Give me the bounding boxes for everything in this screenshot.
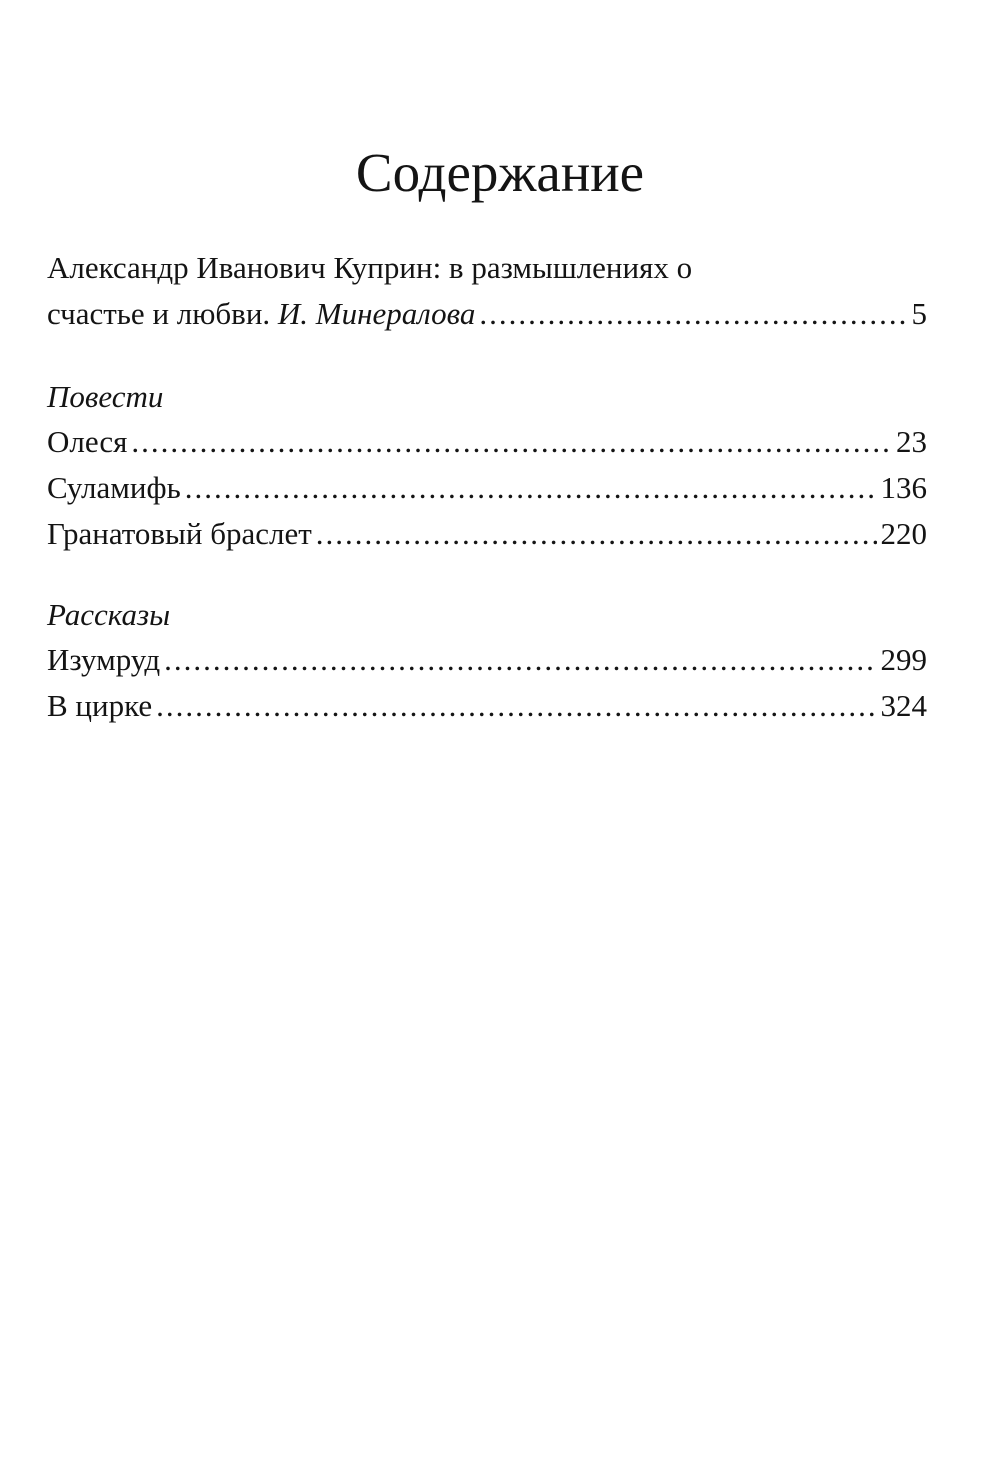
intro-title-line1: Александр Иванович Куприн: в размышлениях о [47, 250, 693, 285]
intro-title-line2 [47, 291, 475, 337]
toc-entry-title: Гранатовый браслет [47, 516, 312, 551]
dot-leader [156, 683, 876, 729]
toc-entry-title: Олеся [47, 424, 128, 459]
toc-entry-title: Суламифь [47, 470, 181, 505]
toc-entry [47, 683, 927, 729]
page-title: Содержание [355, 142, 645, 203]
intro-title-text: счастье и любви. [47, 296, 271, 331]
section-title: Рассказы [47, 597, 171, 632]
toc-entry [47, 511, 927, 557]
toc-entry [47, 465, 927, 511]
toc-entry [47, 637, 927, 683]
intro-title-row [47, 291, 927, 337]
section-rasskazy [47, 593, 927, 729]
section-title: Повести [47, 379, 164, 414]
toc-entry-page: 136 [880, 470, 927, 505]
toc-entry-page: 299 [880, 642, 927, 677]
intro-author: И. Минералова [277, 296, 476, 331]
section-povesti [47, 375, 927, 557]
toc-entry-page: 220 [880, 516, 927, 551]
toc-entry-title: Изумруд [47, 642, 161, 677]
toc-entry-page: 324 [880, 688, 927, 723]
intro-page-number: 5 [911, 296, 927, 331]
dot-leader [185, 465, 877, 511]
intro-entry [47, 245, 927, 337]
dot-leader [316, 511, 877, 557]
dot-leader [131, 419, 892, 465]
dot-leader [164, 637, 876, 683]
toc-entry-title: В цирке [47, 688, 153, 723]
dot-leader [479, 291, 907, 337]
toc-entry-page: 23 [896, 424, 927, 459]
toc-entry [47, 419, 927, 465]
